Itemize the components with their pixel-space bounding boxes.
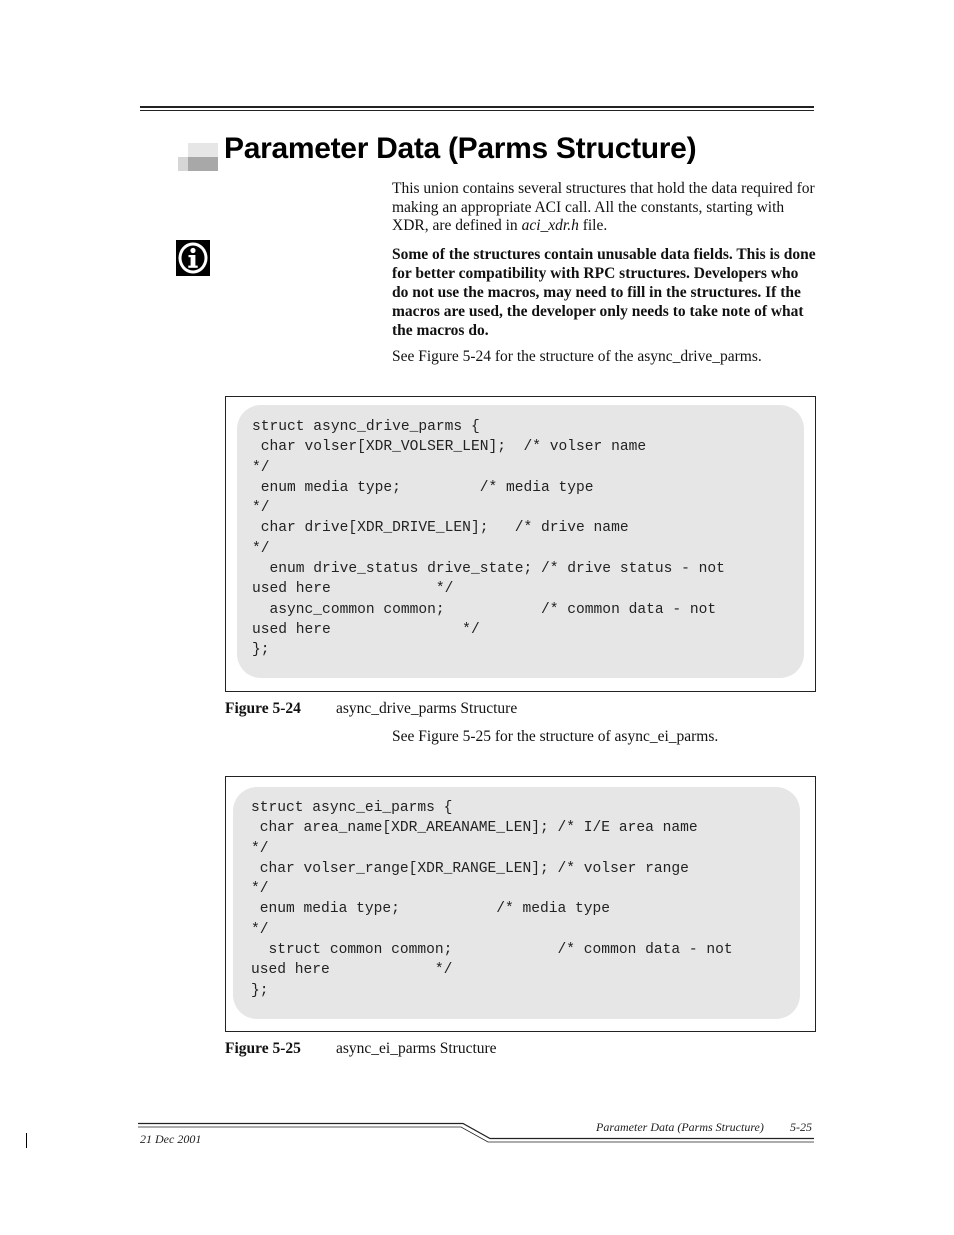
footer-page-number: 5-25 xyxy=(790,1120,812,1134)
header-rule-thin xyxy=(140,110,814,111)
figure-5-24-caption xyxy=(225,700,517,718)
figure-5-24-box xyxy=(225,396,816,692)
footer-running-title: Parameter Data (Parms Structure) xyxy=(596,1120,764,1134)
intro-text-part2: file. xyxy=(578,217,608,234)
note-paragraph: Some of the structures contain unusable data fields. This is done for better compatibility with RPC structures. Developers who do not use the macros, may need to fill in the structures. If the macros are used, the developer only needs to take note of what the macros do. xyxy=(392,246,816,339)
heading-block-icon xyxy=(178,143,218,171)
figure-number: Figure 5-24 xyxy=(225,700,301,717)
figure-caption-text: async_drive_parms Structure xyxy=(336,700,518,717)
code-block-async-ei-parms: struct async_ei_parms { char area_name[XDR_AREANAME_LEN]; /* I/E area name */ char volser_range[XDR_RANGE_LEN]; /* volser range */ enum media type; /* media type */ struct common common; /* common data - not used here */ }; xyxy=(251,800,733,999)
intro-text-part1: This union contains several structures that hold the data required for making an appropriate ACI call. All the constants, starting with XDR, are defined in xyxy=(392,180,815,234)
figure-caption-text: async_ei_parms Structure xyxy=(336,1040,497,1057)
see-figure-24-text: See Figure 5-24 for the structure of the async_drive_parms. xyxy=(392,348,762,365)
figure-5-25-box xyxy=(225,776,816,1032)
footer-rule xyxy=(138,1120,816,1144)
header-rule-thick xyxy=(140,106,814,108)
figure-number: Figure 5-25 xyxy=(225,1040,301,1057)
section-title: Parameter Data (Parms Structure) xyxy=(224,132,697,165)
intro-filename: aci_xdr.h xyxy=(521,217,579,234)
change-bar xyxy=(26,1133,27,1148)
see-figure-25-text: See Figure 5-25 for the structure of async_ei_parms. xyxy=(392,728,719,745)
intro-paragraph xyxy=(392,180,816,236)
figure-5-25-caption xyxy=(225,1040,497,1058)
info-icon xyxy=(176,240,210,276)
code-block-async-drive-parms: struct async_drive_parms { char volser[XDR_VOLSER_LEN]; /* volser name */ enum media type; /* media type */ char drive[XDR_DRIVE_LEN]; /* drive name */ enum drive_status drive_state; /* drive status - not used here */ async_common common; /* common data - not used here */ }; xyxy=(252,419,725,659)
footer-date: 21 Dec 2001 xyxy=(140,1132,202,1146)
